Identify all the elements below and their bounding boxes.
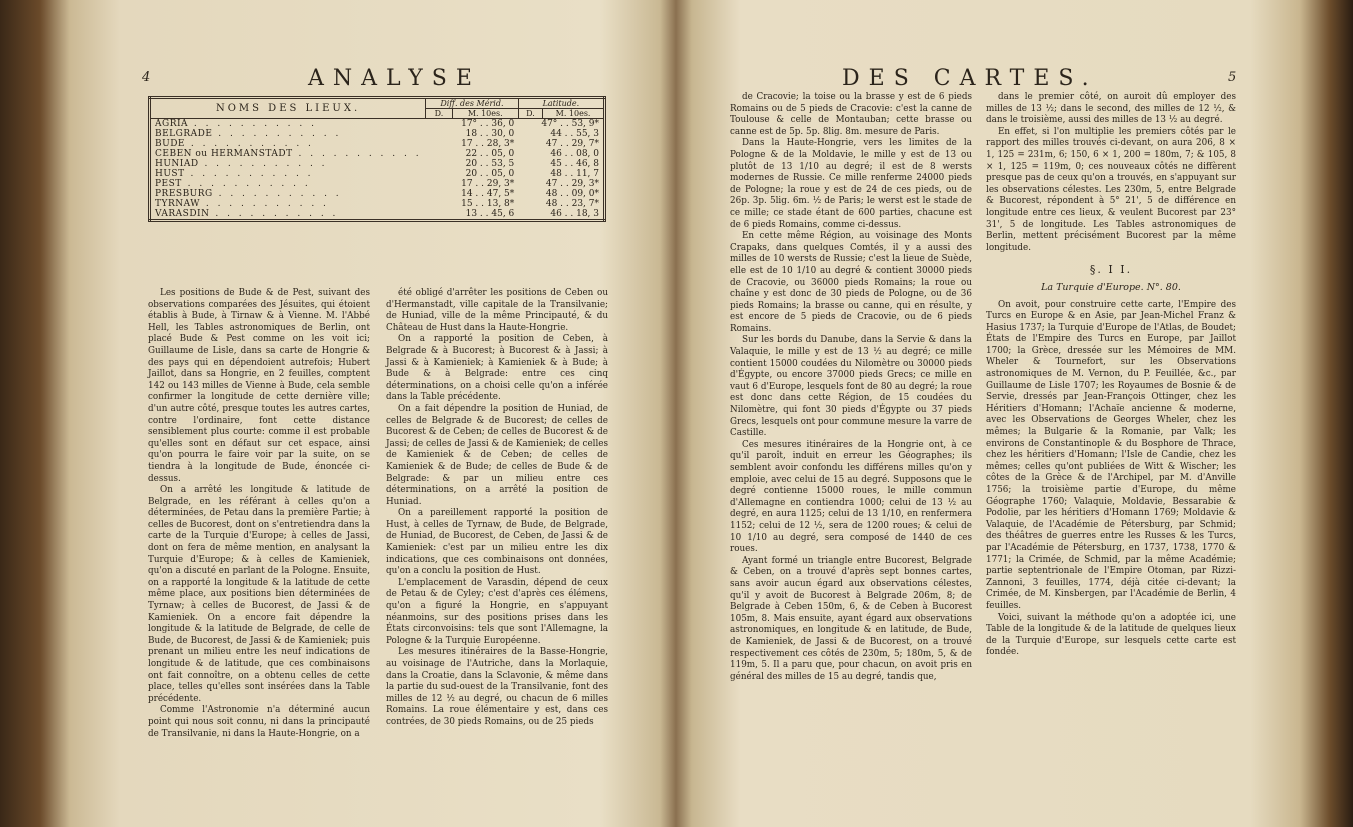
page-number-right: 5 [1228,70,1237,85]
table-row [150,139,605,149]
sub-m1: M. 10es. [452,109,518,119]
place-name [150,139,426,149]
paragraph: Ayant formé un triangle entre Bucorest, Belgrade & Ceben, on a trouvé d'après sept bonnes cartes, sans avoir aucun égard aux observations célestes, qu'il y avoit de Bucorest à Belgrade 206m, 8; de Belgrade à Ceben 150m, 6, & de Ceben à Bucorest 105m, 8. Mais ensuite, ayant égard aux observations astronomiques, en longitude & en latitude, de Bude, de Kamieniek, de Jassi & de Bucorest, on a trouvé respectivement ces côtés de 230m, 5; 180m, 5, & de 119m, 5. Il a paru que, pour chacun, on avoit pris en général des milles de 15 au degré, tandis que, [730,555,972,682]
place-name [150,189,426,199]
latitude: 47 . . 29, 7* [545,139,599,149]
latitude: 48 . . 11, 7 [550,169,599,179]
paragraph: On avoit, pour construire cette carte, l'Empire des Turcs en Europe & en Asie, par Jean-Michel Franz & Hasius 1737; la Turquie d'Europe de l'Atlas, de Boudet; États de l'Empire des Turcs en Europe, par Jaillot 1700; la Grèce, dressée sur les Mémoires de MM. Wheler & Tournefort, sur les Observations astronomiques de M. Vernon, du P. Feuillée, &c., par Guillaume de Lisle 1707; les Royaumes de Bosnie & de Servie, dressés par Jean-François Ottinger, chez les Héritiers d'Homann; l'Achaïe ancienne & moderne, avec les Observations de Georges Wheler, chez les mêmes; la Bulgarie & la Romanie, par Valk; les environs de Constantinople & du Bosphore de Thrace, chez les héritiers d'Homann; l'Isle de Candie, chez les mêmes; celles qu'ont publiées de Witt & Wischer; les côtes de la Grèce & de l'Archipel, par M. d'Anville 1756; la troisième partie d'Europe, du même Géographe 1760; Valaquie, Moldavie, Bessarabie & Podolie, par les héritiers d'Homann 1769; Moldavie & Valaquie, de l'Académie de Pétersburg, par Schmid; des théâtres de guerres entre les Russes & les Turcs, par l'Académie de Pétersburg, en 1737, 1738, 1770 & 1771; la Crimée, de Schmid, par la même Académie; partie septentrionale de l'Empire Otoman, par Rizzi-Zannoni, 3 feuilles, 1774, déjà citée ci-devant; la Crimée, de M. Kinsbergen, par l'Académie de Berlin, 4 feuilles. [986,299,1236,611]
leader-dots: . . . . . . . . . . . [212,129,342,139]
place-name-text: HUST [155,169,185,179]
place-name [150,199,426,209]
place-name-text: VARASDIN [155,209,210,219]
paragraph: Sur les bords du Danube, dans la Servie & dans la Valaquie, le mille y est de 13 ½ au degré; ce mille contient 15000 coudées du Nilomètre ou 30000 pieds d'Égypte, ou encore 37000 pieds Grecs; ce mille en vaut 6 d'Europe, lesquels font de 80 au degré; la roue est donc dans cette Région, de 15 coudées du Nilomètre, qui font 30 pieds d'Égypte ou 37 pieds Grecs, lesquels ont pour commune mesure la varre de Castille. [730,335,973,439]
paragraph: Les positions de Bude & de Pest, suivant des observations comparées des Jésuites, qui étoient établis à Bude, à Tirnaw & à Vienne. M. l'Abbé Hell, les Tables astronomiques de Berlin, ont placé Bude & Pest comme on les voit ici; Guillaume de Lisle, dans sa carte de Hongrie & des pays qui en dépendoient autrefois; Hubert Jaillot, dans sa Hongrie, en 2 feuilles, comptent 142 ou 143 milles de Vienne à Bude, cela semble confirmer la longitude de cette dernière ville; d'un autre côté, presque toutes les autres cartes, contre l'ordinaire, font cette distance sensiblement plus courte: comme il est probable qu'elles sont en défaut sur cet espace, ainsi qu'on pourra le faire voir par la suite, on se tiendra à la longitude de Bude, énoncée ci-dessus. [148,288,370,484]
leader-dots: . . . . . . . . . . . [184,169,314,179]
paragraph: En cette même Région, au voisinage des Monts Crapaks, dans quelques Comtés, il y a aussi des milles de 10 wersts de Russie; c'est la lieue de Suède, elle est de 10 1/10 au degré & contient 30000 pieds de Cracovie, ou 36000 pieds Romains; la roue ou chaîne y est donc de 30 pieds de Pologne, ou de 36 pieds Romains; la brasse ou canne, qui en résulte, y est encore de 5 pieds de Cracovie, ou de 6 pieds Romains. [730,231,972,334]
paragraph: Comme l'Astronomie n'a déterminé aucun point qui nous soit connu, ni dans la principauté de Transilvanie, ni dans la Haute-Hongrie, on a [148,705,370,739]
paragraph: On a pareillement rapporté la position de Hust, à celles de Tyrnaw, de Bude, de Belgrade, de Huniad, de Bucorest, de Ceben, de Jassi & de Kamieniek: c'est par un milieu entre les dix indications, que ces combinaisons ont données, qu'on a conclu la position de Hust. [386,508,608,577]
table-row [150,179,605,189]
place-name-text: BUDE [155,139,185,149]
paragraph: été obligé d'arrêter les positions de Ceben ou d'Hermanstadt, ville capitale de la Transilvanie; de Huniad, ville de la même Principauté, & du Château de Hust dans la Haute-Hongrie. [386,288,608,333]
latitude: 44 . . 55, 3 [550,129,599,139]
running-head-right: DES CARTES. [842,66,1098,91]
right-col-2 [986,92,1236,659]
place-name [150,179,426,189]
place-name-text: PRESBURG [155,189,213,199]
table-row [150,159,605,169]
table-header-names: NOMS DES LIEUX. [150,98,426,119]
leader-dots: . . . . . . . . . . . [292,149,422,159]
table-row [150,119,605,130]
coordinates-table [148,96,606,222]
leader-dots: . . . . . . . . . . . [198,159,328,169]
leader-dots: . . . . . . . . . . . [199,199,329,209]
place-name [150,159,426,169]
longitude-diff: 22 . . 05, 0 [465,149,515,159]
place-name [150,209,426,221]
longitude-diff: 14 . . 47, 5* [461,189,515,199]
place-name-text: CEBEN ou HERMANSTADT [155,149,293,159]
leader-dots: . . . . . . . . . . . [209,209,339,219]
longitude-diff: 15 . . 13, 8* [461,199,515,209]
right-page [722,0,1242,827]
paragraph: On a rapporté la position de Ceben, à Belgrade & à Bucorest; à Bucorest & à Jassi; à Jassi & à Kamieniek; à Kamieniek & à Bude; à Bude & à Belgrade: entre ces cinq déterminations, on a choisi celle qu'on a inférée dans la Table précédente. [386,334,608,403]
table-body [150,119,605,221]
paragraph: L'emplacement de Varasdin, dépend de ceux de Petau & de Cyley; c'est d'après ces élémens, qu'on a figuré la Hongrie, en s'appuyant néanmoins, sur des positions prises dans les États circonvoisins: tels que sont l'Allemagne, la Pologne & la Turquie Européenne. [386,577,608,646]
place-name [150,119,426,130]
page-number-left: 4 [142,70,151,85]
latitude: 48 . . 09, 0* [545,189,599,199]
longitude-diff: 17 . . 29, 3* [461,179,515,189]
latitude: 48 . . 23, 7* [545,199,599,209]
latitude: 46 . . 18, 3 [550,209,599,219]
running-head-left: ANALYSE [308,66,481,91]
leader-dots: . . . . . . . . . . . [188,119,317,129]
place-name-text: BELGRADE [155,129,213,139]
latitude: 45 . . 46, 8 [550,159,599,169]
paragraph: On a fait dépendre la position de Huniad, de celles de Belgrade & de Bucorest; de celles de Bucorest & de Ceben; de celles de Bucorest & de Jassi; de celles de Jassi & de Kamieniek; de celles de Kamieniek & de Ceben; de celles de Kamieniek & de Bude; de celles de Bude & de Belgrade: & par un milieu entre ces déterminations, on a arrêté la position de Huniad. [386,403,608,507]
place-name-text: AGRIA [155,119,189,129]
longitude-diff: 18 . . 30, 0 [465,129,515,139]
longitude-diff: 17° . . 36, 0 [461,119,515,129]
place-name [150,129,426,139]
sub-d1: D. [426,109,453,119]
leader-dots: . . . . . . . . . . . [212,189,342,199]
table-row [150,169,605,179]
longitude-diff: 17 . . 28, 3* [461,139,515,149]
paragraph: Dans la Haute-Hongrie, vers les limites de la Pologne & de la Moldavie, le mille y est de 13 ou plutôt de 13 1/10 au degré; il est de 8 wersts modernes de Russie. Ce mille renferme 24000 pieds de Pologne; la roue y est de 24 de ces pieds, ou de 26p. 3p. 5lig. 6m. ½ de Paris; le werst est le stade de ce mille; ce stade étant de 600 parties, chacune est de 6 pieds Romains, comme ci-dessus. [730,138,972,230]
latitude: 47 . . 29, 3* [545,179,599,189]
place-name [150,169,426,179]
left-page [108,0,620,827]
left-col-2 [386,288,608,729]
table-header-lat: Latitude. [518,98,604,109]
table-row [150,189,605,199]
place-name-text: PEST [155,179,182,189]
sub-d2: D. [518,109,542,119]
paragraph: On a arrêté les longitude & latitude de Belgrade, en les référant à celles qu'on a déterminées, de Petau dans la première Partie; à celles de Bucorest, dont on s'entretiendra dans la carte de la Turquie d'Europe; à celles de Jassi, dont on fera de même mention, en analysant la Turquie d'Europe; & à celles de Kamieniek, qu'on a discuté en parlant de la Pologne. Ensuite, on a rapporté la longitude & la latitude de cette même place, aux positions bien déterminées de Tyrnaw; à celles de Bucorest, de Jassi & de Kamieniek. On a encore fait dépendre la longitude & la latitude de Belgrade, de celle de Bude, de Bucorest, de Jassi & de Kamieniek; puis prenant un milieu entre les neuf indications de longitude & de latitude, que ces combinaisons ont fait connoître, on a obtenu celles de cette place, telles qu'elles sont insérées dans la Table précédente. [148,485,370,704]
table-header-diff: Diff. des Mérid. [426,98,519,109]
section-subtitle: La Turquie d'Europe. N°. 80. [1041,281,1181,293]
paragraph: dans le premier côté, on auroit dû employer des milles de 13 ½; dans le second, des milles de 12 ½, & dans le troisième, aussi des milles de 13 ½ au degré. [986,92,1236,126]
latitude: 46 . . 08, 0 [550,149,599,159]
paragraph: Ces mesures itinéraires de la Hongrie ont, à ce qu'il paroît, induit en erreur les Géographes; ils semblent avoir confondu les différens milles qu'on y emploie, avec celui de 15 au degré. Supposons que le degré contienne 15000 roues, le mille commun d'Allemagne en contiendra 1000; celui de 13 ½ au degré, en aura 1125; celui de 13 1/10, en renfermera 1152; celui de 12 ½, sera de 1200 roues; & celui de 10 1/10 au degré, sera composé de 1440 de ces roues. [730,439,972,555]
paragraph: Les mesures itinéraires de la Basse-Hongrie, au voisinage de l'Autriche, dans la Morlaquie, dans la Croatie, dans la Sclavonie, & même dans la partie du sud-ouest de la Transilvanie, font des milles de 12 ½ au degré, ou chacun de 6 milles Romains. La roue élémentaire y est, dans ces contrées, de 30 pieds Romains, ou de 25 pieds [386,647,608,727]
longitude-diff: 20 . . 05, 0 [465,169,515,179]
left-col-1 [148,288,370,740]
latitude: 47° . . 53, 9* [541,119,599,129]
sub-m2: M. 10es. [543,109,605,119]
paragraph: Voici, suivant la méthode qu'on a adoptée ici, une Table de la longitude & de la latitude de quelques lieux de la Turquie d'Europe, sur lesquels cette carte est fondée. [986,612,1236,658]
place-name [150,149,426,159]
right-col-1 [730,92,972,683]
longitude-diff: 20 . . 53, 5 [465,159,515,169]
leader-dots: . . . . . . . . . . . [181,179,311,189]
table-row [150,209,605,221]
table-row [150,149,605,159]
place-name-text: HUNIAD [155,159,199,169]
paragraph: de Cracovie; la toise ou la brasse y est de 6 pieds Romains ou de 5 pieds de Cracovie: c'est la canne de Toulouse & celle de Montauban; cette brasse ou canne est de 5p. 5p. 8lig. 8m. mesure de Paris. [730,92,972,137]
place-name-text: TYRNAW [155,199,200,209]
table-row [150,199,605,209]
leader-dots: . . . . . . . . . . . [184,139,314,149]
section-heading: §. I I. [1089,263,1133,277]
table-row [150,129,605,139]
longitude-diff: 13 . . 45, 6 [465,209,515,219]
paragraph: En effet, si l'on multiplie les premiers côtés par le rapport des milles trouvés ci-devant, on aura 206, 8 × 1, 125 = 231m, 6; 150, 6 × 1, 200 = 180m, 7; & 105, 8 × 1, 125 = 119m, 0; ces nouveaux côtés ne diffèrent presque pas de ceux qu'on a trouvés, en s'appuyant sur les observations célestes. Les 230m, 5, entre Belgrade & Bucorest, répondent à 5° 21', 5 de différence en longitude entre ces lieux, & veulent Bucorest par 23° 31', 5 de longitude. Les Tables astronomiques de Berlin, mettent précisément Bucorest par la même longitude. [986,126,1236,253]
